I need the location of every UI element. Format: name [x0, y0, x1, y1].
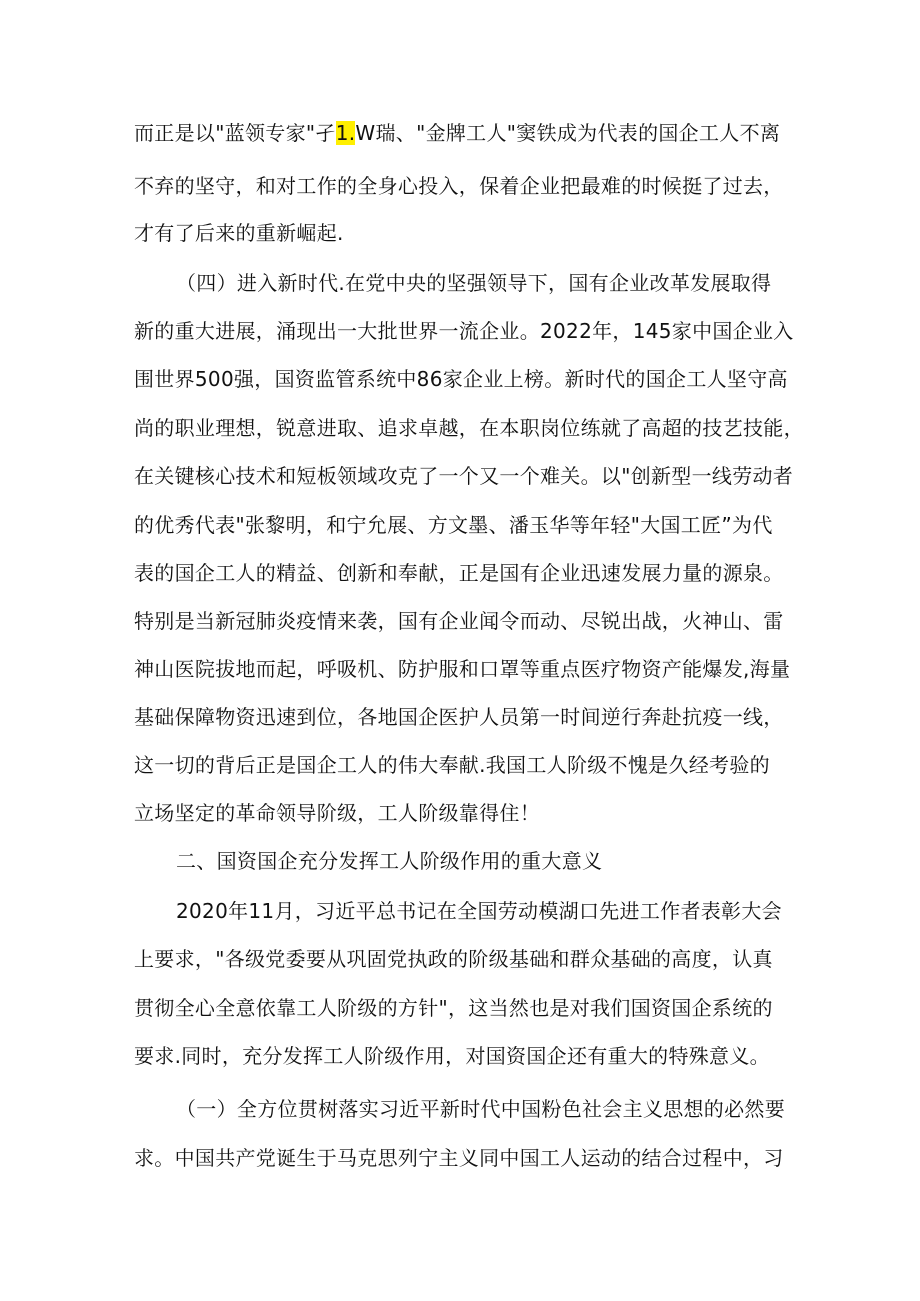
- paragraph-line: 表的国企工人的精益、创新和奉献，正是国有企业迅速发展力量的源泉。: [134, 561, 784, 585]
- section-heading-2: 二、国资国企充分发挥工人阶级作用的重大意义: [176, 849, 603, 873]
- paragraph-line: 求。中国共产党诞生于马克思列宁主义同中国工人运动的结合过程中，习: [134, 1146, 784, 1170]
- line-text: 而正是以"蓝领专家"孑: [134, 121, 336, 145]
- paragraph-line: 贯彻全心全意依靠工人阶级的方针"，这当然也是对我们国资国企系统的: [134, 996, 773, 1020]
- paragraph-line: 的优秀代表"张黎明，和宁允展、方文墨、潘玉华等年轻"大国工匠”为代: [134, 513, 773, 537]
- paragraph-line: 上要求，"各级党委要从巩固党执政的阶级基础和群众基础的高度，认真: [134, 947, 773, 971]
- paragraph-line: 要求.同时，充分发挥工人阶级作用，对国资国企还有重大的特殊意义。: [134, 1044, 770, 1068]
- paragraph-line: 不弃的坚守，和对工作的全身心投入，保着企业把最难的时候挺了过去，: [134, 174, 784, 198]
- paragraph-line: 特别是当新冠肺炎疫情来袭，国有企业闻令而动、尽锐出战，火神山、雷: [134, 609, 784, 633]
- line-text: W瑞、"金牌工人"窦铁成为代表的国企工人不离: [355, 121, 781, 145]
- section-heading-4: （四）进入新时代.在党中央的坚强领导下，国有企业改革发展取得: [176, 271, 772, 295]
- paragraph-line: 基础保障物资迅速到位，各地国企医护人员第一时间逆行奔赴抗疫一线，: [134, 705, 784, 729]
- paragraph-line: 立场坚定的革命领导阶级，工人阶级靠得住！: [134, 801, 540, 825]
- paragraph-line: 新的重大进展，涌现出一大批世界一流企业。2022年，145家中国企业入: [134, 319, 794, 343]
- paragraph-line: 尚的职业理想，锐意进取、追求卓越，在本职岗位练就了高超的技艺技能，: [134, 416, 804, 440]
- paragraph-line: 在关键核心技术和短板领域攻克了一个又一个难关。以"创新型一线劳动者: [134, 464, 794, 488]
- highlighted-text: 1.: [335, 121, 356, 145]
- paragraph-line: 神山医院拔地而起，呼吸机、防护服和口罩等重点医疗物资产能爆发,海量: [134, 657, 791, 681]
- paragraph-line: [134, 120, 780, 146]
- paragraph-line: 2020年11月，习近平总书记在全国劳动模湖口先进工作者表彰大会: [176, 899, 782, 923]
- section-heading-2-1: （一）全方位贯树落实习近平新时代中国粉色社会主义思想的必然要: [176, 1097, 785, 1121]
- paragraph-line: 这一切的背后正是国企工人的伟大奉献.我国工人阶级不愧是久经考验的: [134, 753, 770, 777]
- paragraph-line: 才有了后来的重新崛起.: [134, 221, 344, 245]
- paragraph-line: 围世界500强，国资监管系统中86家企业上榜。新时代的国企工人坚守高: [134, 367, 788, 391]
